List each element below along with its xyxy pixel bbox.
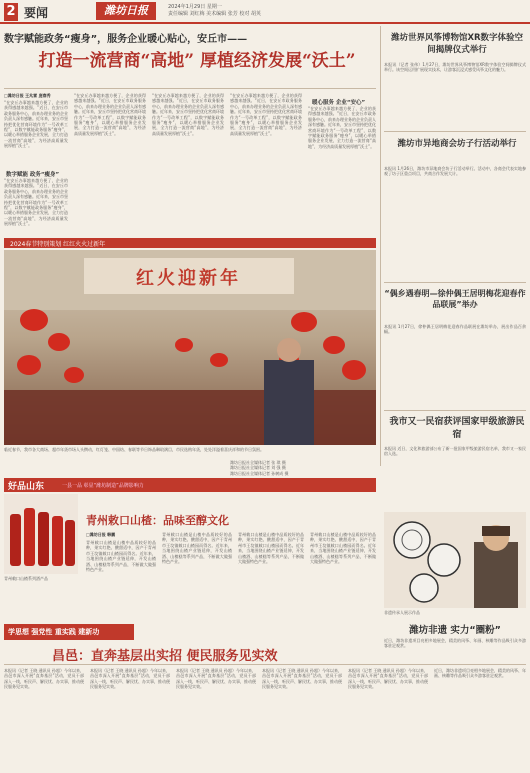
bottom-body-col-3: 本报讯（记者 王晓 通讯员 孙超）今年以来，昌邑市深入开展“直奔基层”活动，党员干部深入一线，听民声、解民忧、办实事，推动便民服务见实效。	[176, 668, 256, 690]
product-banner-sub: 一县一品 彰显“潍坊制造”品牌影响力	[62, 483, 144, 489]
sidebar-story-1-title: 潍坊世界风筝博物馆XR数字体验空间揭牌仪式举行	[390, 33, 524, 55]
section-label: 要闻	[24, 6, 49, 20]
sidebar-rule-1	[384, 131, 526, 132]
festival-banner	[4, 238, 376, 248]
heritage-scene-svg	[384, 512, 526, 608]
lead-title: 打造一流营商“高地” 厚植经济发展“沃土”	[38, 51, 356, 71]
bottom-body-col-5: 本报讯（记者 王晓 通讯员 孙超）今年以来，昌邑市深入开展“直奔基层”活动，党员干部深入一线，听民声、解民忧、办实事，推动便民服务见实效。	[348, 668, 428, 690]
sidebar-story-4-body: 本报讯 近日，文化和旅游部公布了新一批国家甲级旅游民宿名单，我市又一家民宿入选。	[384, 446, 526, 457]
bottom-banner	[4, 624, 134, 640]
bottom-body-col-6: 近日，潍坊非遗项目亮相多地展会，精美的风筝、年画、核雕等作品吸引众多游客驻足观赏。	[434, 668, 526, 679]
product-title: 青州敕口山楂：品味至醇文化	[86, 514, 229, 527]
sidebar-rule-2	[384, 282, 526, 283]
sidebar-story-2-title: 潍坊市异地商会坊子行活动举行	[397, 139, 517, 149]
festival-credit-3: 潍坊日报社全媒体记者 孙树成 摄	[230, 470, 289, 476]
lead-body-col-2: “在安丘办事越来越方便了，企业的获得感越来越强。”近日，在安丘市政务服务中心，前来办理业务的企业负责人深有感触。近年来，安丘市坚持把优化营商环境作为“一号改革工程”，以数字赋能政务服务“瘦身”，以暖心举措服务企业发展，全力打造一流营商“高地”，为经济高质量发展厚植“沃土”。	[74, 93, 146, 136]
product-body-col-1: 青州敕口山楂是山楂中品质较好的品种，果实红艳、酸甜适中，因产于青州市王坟镇敕口山楂园而得名。近年来，当地围绕山楂产业链延伸，开发山楂酒、山楂糕等系列产品，不断做大做强特色产业。	[86, 540, 156, 573]
sidebar-story-1-body: 本报讯（记者 张伟）1月27日，潍坊世界风筝博物馆XR数字体验空间揭牌仪式举行。该空间运用扩展现实技术，让游客沉浸式感受风筝文化的魅力。	[384, 62, 526, 73]
product-byline: □潍坊日报 韩鹏	[86, 532, 116, 537]
product-body-col-3: 青州敕口山楂是山楂中品质较好的品种，果实红艳、酸甜适中，因产于青州市王坟镇敕口山楂园而得名。近年来，当地围绕山楂产业链延伸，开发山楂酒、山楂糕等系列产品，不断做大做强特色产业。	[238, 532, 304, 565]
sidebar-story-3-title: “偶乡遇春明—徐仲偶王居明梅花迎春作品联展”举办	[384, 289, 526, 309]
product-photo-caption: 青州敕口山楂系列酒产品	[4, 576, 48, 581]
product-photo	[4, 494, 78, 574]
masthead-info	[168, 4, 348, 18]
bottom-body-col-4: 本报讯（记者 王晓 通讯员 孙超）今年以来，昌邑市深入开展“直奔基层”活动，党员干部深入一线，听民声、解民忧、办实事，推动便民服务见实效。	[262, 668, 342, 690]
lead-body-col-4: “在安丘办事越来越方便了，企业的获得感越来越强。”近日，在安丘市政务服务中心，前来办理业务的企业负责人深有感触。近年来，安丘市坚持把优化营商环境作为“一号改革工程”，以数字赋能政务服务“瘦身”，以暖心举措服务企业发展，全力打造一流营商“高地”，为经济高质量发展厚植“沃土”。	[230, 93, 302, 136]
lead-body-col-5: “在安丘办事越来越方便了，企业的获得感越来越强。”近日，在安丘市政务服务中心，前来办理业务的企业负责人深有感触。近年来，安丘市坚持把优化营商环境作为“一号改革工程”，以数字赋能政务服务“瘦身”，以暖心举措服务企业发展，全力打造一流营商“高地”，为经济高质量发展厚植“沃土”。	[308, 106, 376, 149]
festival-scene-sign: 红火迎新年	[136, 268, 241, 289]
product-body-col-4: 青州敕口山楂是山楂中品质较好的品种，果实红艳、酸甜适中，因产于青州市王坟镇敕口山楂园而得名。近年来，当地围绕山楂产业链延伸，开发山楂酒、山楂糕等系列产品，不断做大做强特色产业。	[310, 532, 376, 565]
heritage-photo	[384, 512, 526, 608]
lead-subhead-2: 暖心服务 企业“安心”	[312, 100, 366, 106]
bottom-body-col-1: 本报讯（记者 王晓 通讯员 孙超）今年以来，昌邑市深入开展“直奔基层”活动，党员干部深入一线，听民声、解民忧、办实事，推动便民服务见实效。	[4, 668, 84, 690]
lead-byline: □潍坊日报 王兆雷 庞春秀	[4, 93, 51, 98]
sidebar-story-5-body: 近日，潍坊非遗项目亮相多地展会，精美的风筝、年画、核雕等作品吸引众多游客驻足观赏。	[384, 638, 526, 649]
festival-caption: 临近春节，我市各大商场、超市年货市场人头攒动，红灯笼、中国结、春联等节日饰品琳琅满目，市民选购年货，处处洋溢着喜庆祥和的节日氛围。	[4, 447, 264, 452]
lead-body-col-3: “在安丘办事越来越方便了，企业的获得感越来越强。”近日，在安丘市政务服务中心，前来办理业务的企业负责人深有感触。近年来，安丘市坚持把优化营商环境作为“一号改革工程”，以数字赋能政务服务“瘦身”，以暖心举措服务企业发展，全力打造一流营商“高地”，为经济高质量发展厚植“沃土”。	[152, 93, 224, 136]
lead-body-col-1b: “在安丘办事越来越方便了，企业的获得感越来越强。”近日，在安丘市政务服务中心，前来办理业务的企业负责人深有感触。近年来，安丘市坚持把优化营商环境作为“一号改革工程”，以数字赋能政务服务“瘦身”，以暖心举措服务企业发展，全力打造一流营商“高地”，为经济高质量发展厚植“沃土”。	[4, 178, 68, 227]
festival-banner-title: 2024春节特别策划 红红火火过新年	[10, 241, 106, 248]
page-number: 2	[4, 3, 18, 21]
date-info: 2024年1月29日 星期一	[168, 4, 222, 10]
product-banner-title: 好品山东	[8, 482, 45, 492]
sidebar-divider	[380, 26, 381, 466]
lead-title-rule	[4, 88, 376, 89]
festival-credit-1: 潍坊日报社全媒体记者 张 琪 摄	[230, 460, 286, 465]
sidebar-story-3-body: 本报讯 1月27日，徐仲偶王居明梅花迎春作品联展在潍坊举办，展出作品百余幅。	[384, 324, 526, 335]
product-body-col-2: 青州敕口山楂是山楂中品质较好的品种，果实红艳、酸甜适中，因产于青州市王坟镇敕口山楂园而得名。近年来，当地围绕山楂产业链延伸，开发山楂酒、山楂糕等系列产品，不断做大做强特色产业。	[162, 532, 232, 565]
editor-info: 责任编辑 刘红梅 美术编辑 张芳 校对 胡英	[168, 11, 261, 17]
festival-credit-2: 潍坊日报社全媒体记者 刘 强 摄	[230, 465, 286, 471]
lead-subhead-1: 数字赋能 政务“瘦身”	[6, 172, 60, 178]
sidebar-rule-3	[384, 410, 526, 411]
bottom-banner-words: 学思想 强党性 重实践 建新功	[8, 628, 100, 636]
festival-credits	[230, 460, 376, 476]
bottom-body-col-2: 本报讯（记者 王晓 通讯员 孙超）今年以来，昌邑市深入开展“直奔基层”活动，党员干部深入一线，听民声、解民忧、办实事，推动便民服务见实效。	[90, 668, 170, 690]
sidebar-story-4-title: 我市又一民宿获评国家甲级旅游民宿	[389, 417, 525, 440]
masthead-rule	[0, 22, 530, 24]
festival-photo	[4, 250, 376, 445]
product-banner	[4, 478, 376, 492]
heritage-photo-caption: 非遗传承人展示作品	[384, 610, 420, 615]
bottom-title: 昌邑：直奔基层出实招 便民服务见实效	[52, 649, 278, 664]
newspaper-logo: 潍坊日报	[96, 2, 156, 20]
lead-body-col-1: “在安丘办事越来越方便了，企业的获得感越来越强。”近日，在安丘市政务服务中心，前来办理业务的企业负责人深有感触。近年来，安丘市坚持把优化营商环境作为“一号改革工程”，以数字赋能政务服务“瘦身”，以暖心举措服务企业发展，全力打造一流营商“高地”，为经济高质量发展厚植“沃土”。	[4, 100, 68, 149]
sidebar-story-2-body: 本报讯 1月26日，潍坊市异地商会坊子行活动举行。活动中，各商会代表实地参观了坊子区重点项目，共商合作发展大计。	[384, 166, 526, 177]
bottom-title-rule	[4, 664, 526, 665]
sidebar-story-5-title: 潍坊非遗 实力“圈粉”	[409, 625, 501, 636]
bottle-icon	[4, 494, 78, 574]
lead-kicker: 数字赋能政务“瘦身”，服务企业暖心贴心，安丘市——	[4, 34, 248, 45]
